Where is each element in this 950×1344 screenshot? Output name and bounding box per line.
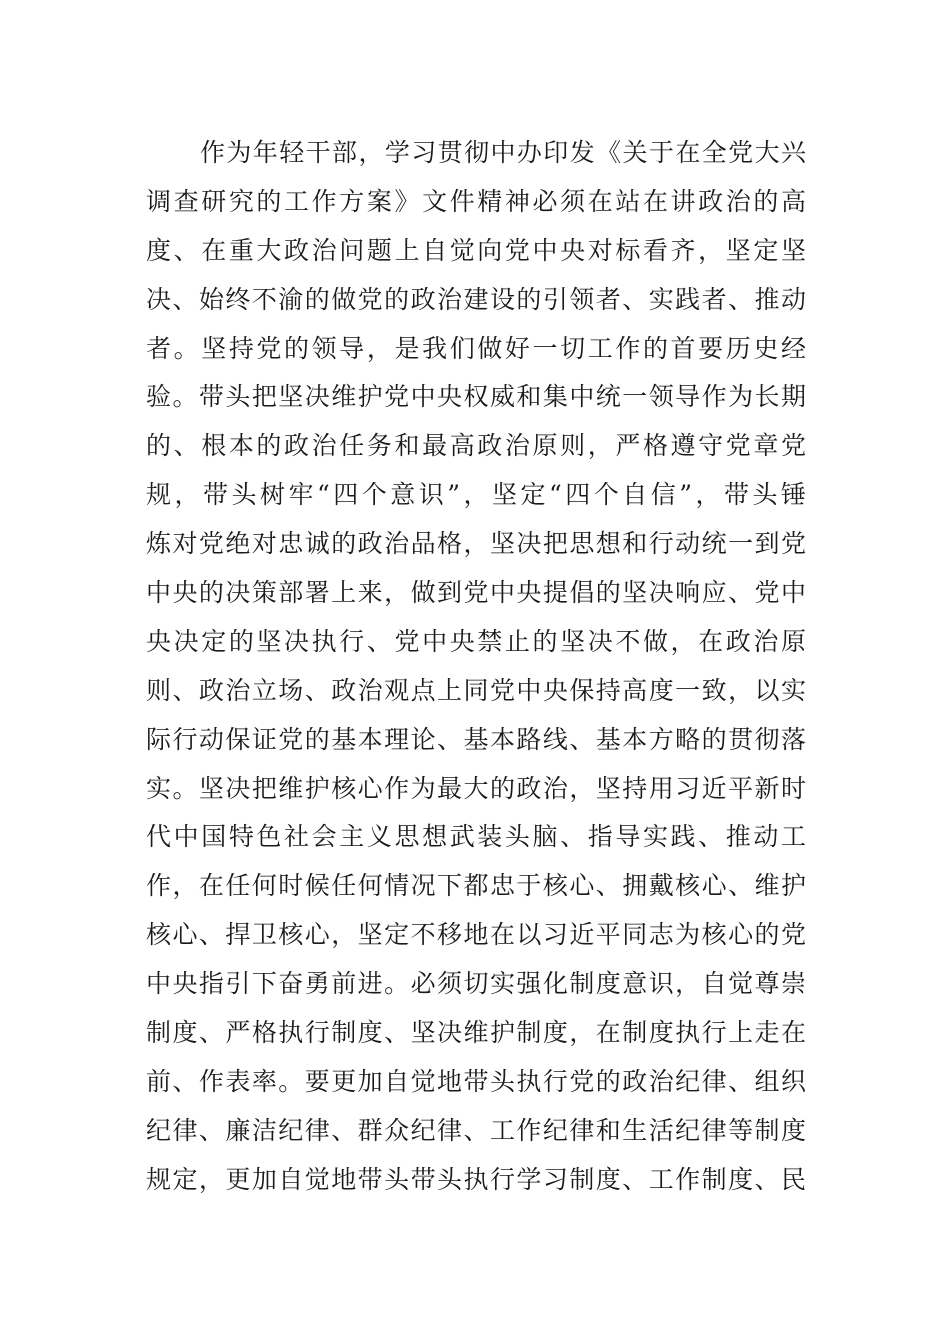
text-line: 炼对党绝对忠诚的政治品格，坚决把思想和行动统一到党 <box>146 529 806 559</box>
text-line: 者。坚持党的领导，是我们做好一切工作的首要历史经 <box>146 333 806 363</box>
body-paragraph <box>146 129 806 1205</box>
text-line: 央决定的坚决执行、党中央禁止的坚决不做，在政治原 <box>146 626 806 656</box>
text-line: 则、政治立场、政治观点上同党中央保持高度一致，以实 <box>146 675 806 705</box>
text-line: 际行动保证党的基本理论、基本路线、基本方略的贯彻落 <box>146 724 806 754</box>
text-line: 中央的决策部署上来，做到党中央提倡的坚决响应、党中 <box>146 578 806 608</box>
text-line: 验。带头把坚决维护党中央权威和集中统一领导作为长期 <box>146 382 806 412</box>
text-line: 度、在重大政治问题上自觉向党中央对标看齐，坚定坚 <box>146 235 806 265</box>
text-line: 核心、捍卫核心，坚定不移地在以习近平同志为核心的党 <box>146 920 806 950</box>
text-line: 的、根本的政治任务和最高政治原则，严格遵守党章党 <box>146 431 806 461</box>
text-line: 实。坚决把维护核心作为最大的政治，坚持用习近平新时 <box>146 773 806 803</box>
text-line: 纪律、廉洁纪律、群众纪律、工作纪律和生活纪律等制度 <box>146 1115 806 1145</box>
text-line: 作，在任何时候任何情况下都忠于核心、拥戴核心、维护 <box>146 871 806 901</box>
text-line: 调查研究的工作方案》文件精神必须在站在讲政治的高 <box>146 186 806 216</box>
text-line: 作为年轻干部，学习贯彻中办印发《关于在全党大兴 <box>200 138 806 167</box>
text-line: 代中国特色社会主义思想武装头脑、指导实践、推动工 <box>146 822 806 852</box>
text-line: 中央指引下奋勇前进。必须切实强化制度意识，自觉尊崇 <box>146 969 806 999</box>
text-line: 规，带头树牢“四个意识”，坚定“四个自信”，带头锤 <box>146 480 806 510</box>
text-line: 制度、严格执行制度、坚决维护制度，在制度执行上走在 <box>146 1018 806 1048</box>
text-line: 决、始终不渝的做党的政治建设的引领者、实践者、推动 <box>146 284 806 314</box>
text-line: 规定，更加自觉地带头带头执行学习制度、工作制度、民 <box>146 1164 806 1194</box>
text-line: 前、作表率。要更加自觉地带头执行党的政治纪律、组织 <box>146 1066 806 1096</box>
